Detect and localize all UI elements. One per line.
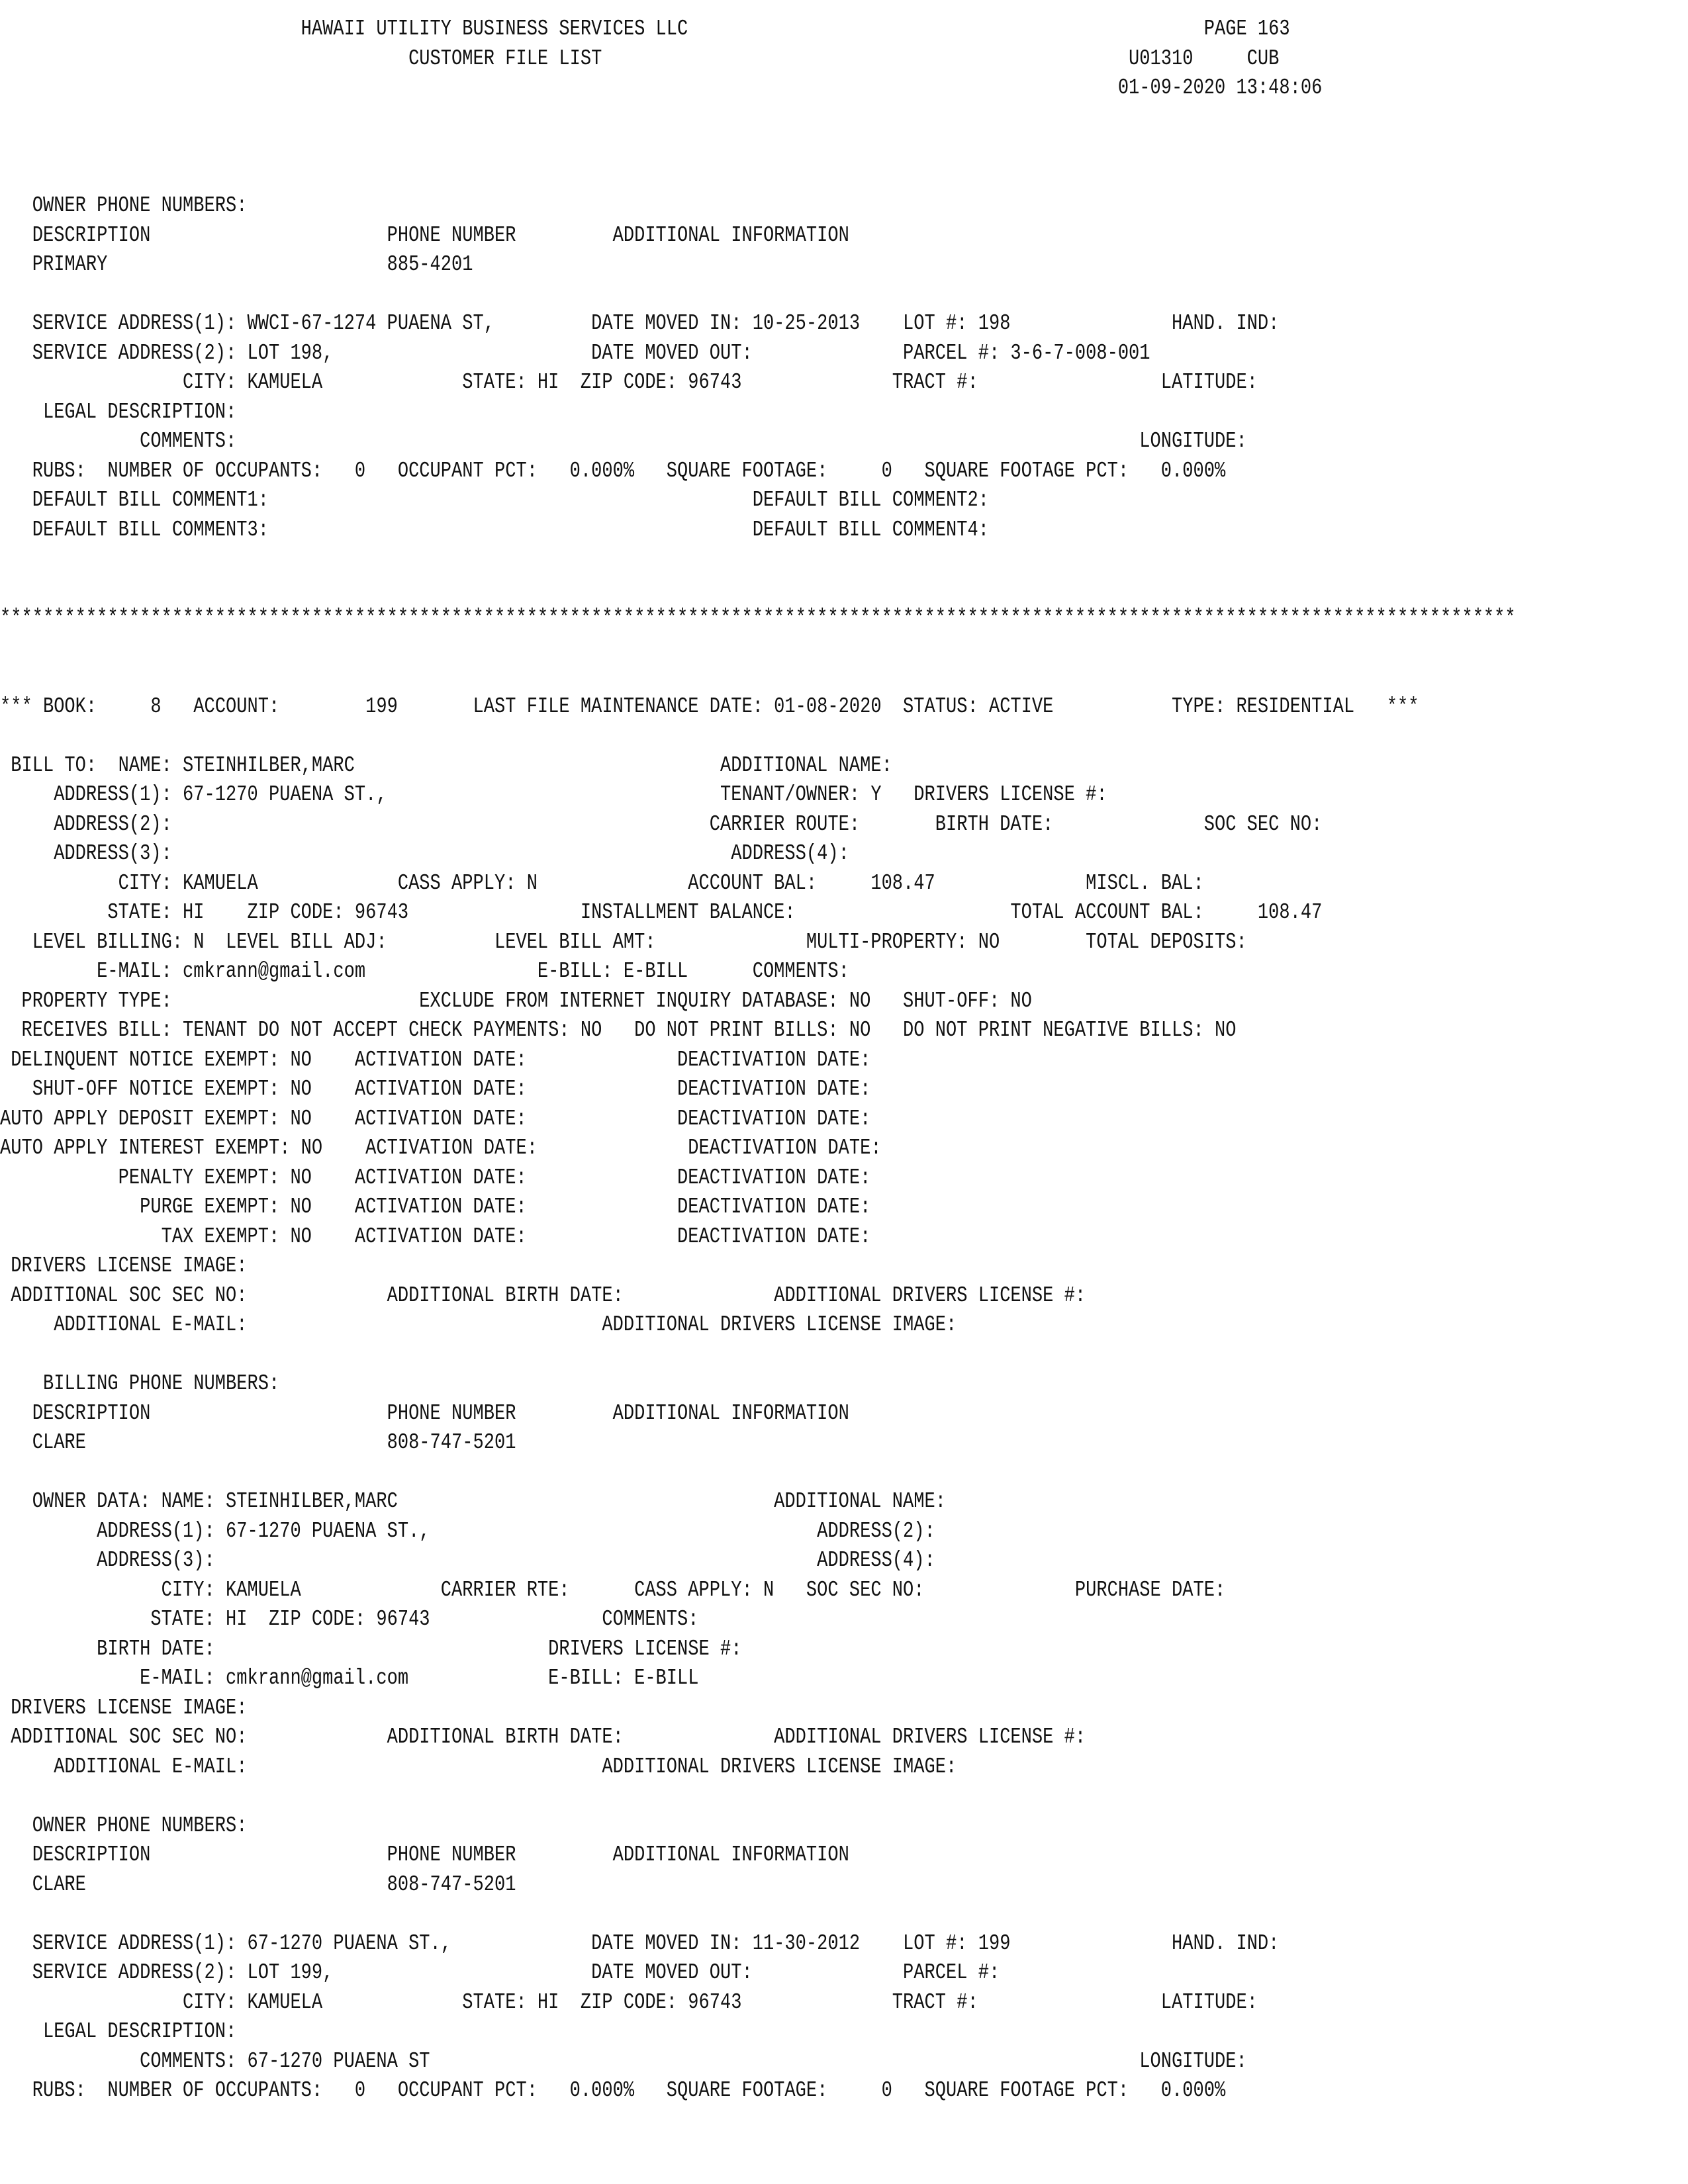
report-line: ********************************************************************************************************************************************* [0,606,1516,630]
report-line: CITY: KAMUELA STATE: HI ZIP CODE: 96743 TRACT #: LATITUDE: [0,370,1258,394]
report-line: ADDRESS(3): ADDRESS(4): [0,841,849,866]
report-line: PURGE EXEMPT: NO ACTIVATION DATE: DEACTIVATION DATE: [0,1195,871,1219]
report-line: ADDRESS(2): CARRIER ROUTE: BIRTH DATE: SOC SEC NO: [0,811,1323,837]
report-line: DESCRIPTION PHONE NUMBER ADDITIONAL INFORMATION [0,1843,849,1867]
report-line: ADDRESS(3): ADDRESS(4): [0,1548,935,1572]
report-line: ADDRESS(1): 67-1270 PUAENA ST., TENANT/OWNER: Y DRIVERS LICENSE #: [0,782,1107,807]
report-line: LEVEL BILLING: N LEVEL BILL ADJ: LEVEL BILL AMT: MULTI-PROPERTY: NO TOTAL DEPOSITS: [0,929,1247,954]
report-line: LEGAL DESCRIPTION: [0,2019,237,2044]
report-line: ADDITIONAL SOC SEC NO: ADDITIONAL BIRTH DATE: ADDITIONAL DRIVERS LICENSE #: [0,1725,1086,1749]
report-line: 01-09-2020 13:48:06 [0,75,1323,100]
report-line: ADDITIONAL E-MAIL: ADDITIONAL DRIVERS LICENSE IMAGE: [0,1754,957,1779]
report-line: DRIVERS LICENSE IMAGE: [0,1695,248,1720]
report-line: COMMENTS: 67-1270 PUAENA ST LONGITUDE: [0,2048,1247,2073]
report-line: LEGAL DESCRIPTION: [0,399,237,424]
report-line: CUSTOMER FILE LIST U01310 CUB [0,46,1280,71]
report-line: CLARE 808-747-5201 [0,1430,516,1455]
report-line: RECEIVES BILL: TENANT DO NOT ACCEPT CHECK PAYMENTS: NO DO NOT PRINT BILLS: NO DO NOT PRINT NEGATIVE BILLS: NO [0,1018,1237,1042]
report-line: BILL TO: NAME: STEINHILBER,MARC ADDITIONAL NAME: [0,752,892,778]
report-line: ADDITIONAL E-MAIL: ADDITIONAL DRIVERS LICENSE IMAGE: [0,1312,957,1337]
report-line: OWNER DATA: NAME: STEINHILBER,MARC ADDITIONAL NAME: [0,1489,947,1514]
report-line: DESCRIPTION PHONE NUMBER ADDITIONAL INFORMATION [0,1400,849,1426]
report-line: CITY: KAMUELA CASS APPLY: N ACCOUNT BAL: 108.47 MISCL. BAL: [0,870,1204,895]
report-line: HAWAII UTILITY BUSINESS SERVICES LLC PAGE 163 [0,17,1290,41]
report-line: CITY: KAMUELA STATE: HI ZIP CODE: 96743 TRACT #: LATITUDE: [0,1989,1258,2015]
report-line: RUBS: NUMBER OF OCCUPANTS: 0 OCCUPANT PCT: 0.000% SQUARE FOOTAGE: 0 SQUARE FOOTAGE PCT: 0.000% [0,458,1226,483]
report-line: DEFAULT BILL COMMENT1: DEFAULT BILL COMMENT2: [0,488,989,512]
report-line: RUBS: NUMBER OF OCCUPANTS: 0 OCCUPANT PCT: 0.000% SQUARE FOOTAGE: 0 SQUARE FOOTAGE PCT: 0.000% [0,2078,1226,2103]
report-line: OWNER PHONE NUMBERS: [0,193,248,218]
report-line: COMMENTS: LONGITUDE: [0,429,1247,453]
report-line: STATE: HI ZIP CODE: 96743 COMMENTS: [0,1607,699,1631]
report-line: E-MAIL: cmkrann@gmail.com E-BILL: E-BILL COMMENTS: [0,959,849,983]
report-line: BILLING PHONE NUMBERS: [0,1371,280,1396]
report-line: DRIVERS LICENSE IMAGE: [0,1253,248,1278]
report-line: SERVICE ADDRESS(1): WWCI-67-1274 PUAENA ST, DATE MOVED IN: 10-25-2013 LOT #: 198 HAND. IND: [0,311,1280,336]
report-line: SHUT-OFF NOTICE EXEMPT: NO ACTIVATION DATE: DEACTIVATION DATE: [0,1077,871,1101]
report-line: BIRTH DATE: DRIVERS LICENSE #: [0,1636,742,1661]
report-line: STATE: HI ZIP CODE: 96743 INSTALLMENT BALANCE: TOTAL ACCOUNT BAL: 108.47 [0,900,1323,925]
report-line: ADDITIONAL SOC SEC NO: ADDITIONAL BIRTH DATE: ADDITIONAL DRIVERS LICENSE #: [0,1283,1086,1308]
report-line: PRIMARY 885-4201 [0,252,473,277]
report-line: AUTO APPLY INTEREST EXEMPT: NO ACTIVATION DATE: DEACTIVATION DATE: [0,1136,882,1160]
report-line: *** BOOK: 8 ACCOUNT: 199 LAST FILE MAINTENANCE DATE: 01-08-2020 STATUS: ACTIVE TYPE: RESIDENTIAL *** [0,694,1419,719]
report-line: PROPERTY TYPE: EXCLUDE FROM INTERNET INQUIRY DATABASE: NO SHUT-OFF: NO [0,988,1032,1013]
report-line: CITY: KAMUELA CARRIER RTE: CASS APPLY: N SOC SEC NO: PURCHASE DATE: [0,1577,1226,1602]
report-line: CLARE 808-747-5201 [0,1872,516,1897]
report-line: OWNER PHONE NUMBERS: [0,1813,248,1838]
report-line: SERVICE ADDRESS(2): LOT 198, DATE MOVED OUT: PARCEL #: 3-6-7-008-001 [0,340,1150,365]
report-line: SERVICE ADDRESS(1): 67-1270 PUAENA ST., DATE MOVED IN: 11-30-2012 LOT #: 199 HAND. IND: [0,1931,1280,1956]
report-line: ADDRESS(1): 67-1270 PUAENA ST., ADDRESS(2): [0,1518,935,1543]
report-line: PENALTY EXEMPT: NO ACTIVATION DATE: DEACTIVATION DATE: [0,1165,871,1190]
report-line: AUTO APPLY DEPOSIT EXEMPT: NO ACTIVATION DATE: DEACTIVATION DATE: [0,1106,871,1131]
report-line: TAX EXEMPT: NO ACTIVATION DATE: DEACTIVATION DATE: [0,1224,871,1249]
report-line: DESCRIPTION PHONE NUMBER ADDITIONAL INFORMATION [0,222,849,248]
report-line: E-MAIL: cmkrann@gmail.com E-BILL: E-BILL [0,1666,699,1690]
report-line: SERVICE ADDRESS(2): LOT 199, DATE MOVED OUT: PARCEL #: [0,1960,1000,1985]
report-line: DEFAULT BILL COMMENT3: DEFAULT BILL COMMENT4: [0,517,989,542]
report-line: DELINQUENT NOTICE EXEMPT: NO ACTIVATION DATE: DEACTIVATION DATE: [0,1047,871,1072]
